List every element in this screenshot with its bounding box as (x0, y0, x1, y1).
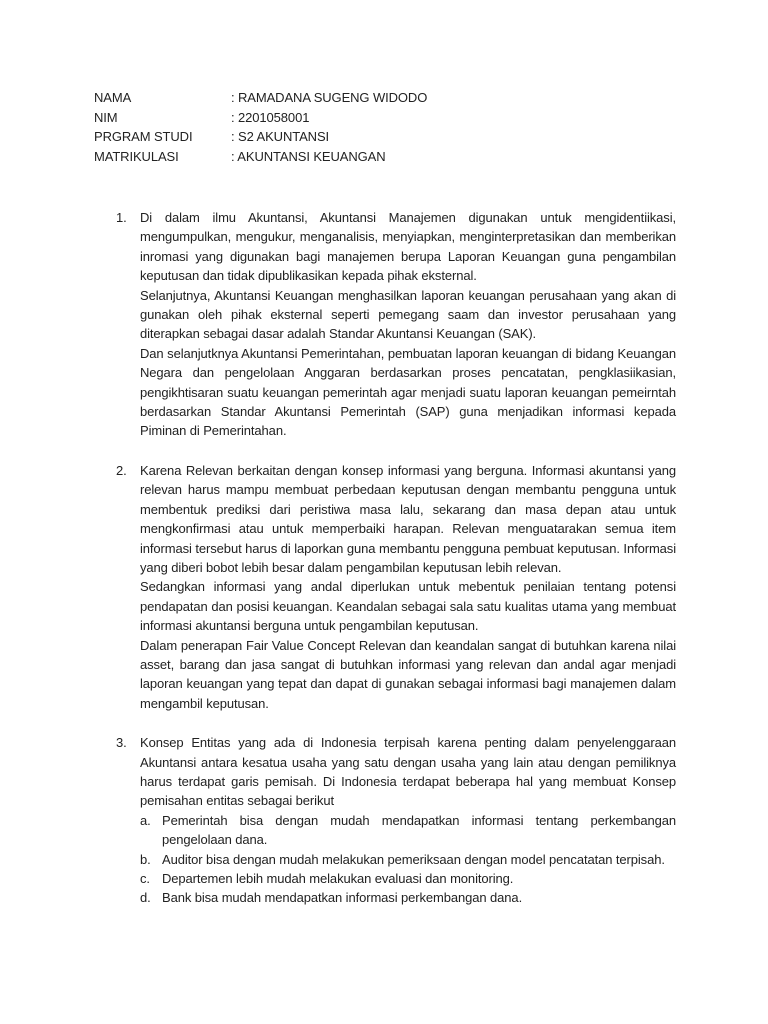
student-info-header (94, 88, 654, 166)
matriculation-label: MATRIKULASI (94, 148, 179, 164)
header-row-nim (94, 108, 654, 128)
sub-list-item (140, 869, 676, 888)
sub-item-text: Bank bisa mudah mendapatkan informasi perkembangan dana. (162, 890, 523, 906)
nim-value: : 2201058001 (231, 109, 310, 125)
header-row-name (94, 88, 654, 108)
sub-item-text: Departemen lebih mudah melakukan evaluasi dan monitoring. (162, 871, 514, 886)
program-value: : S2 AKUNTANSI (231, 129, 330, 144)
sub-list-item (140, 888, 676, 907)
item-paragraph: Selanjutnya, Akuntansi Keuangan menghasilkan laporan keuangan perusahaan yang akan di gunakan oleh pihak eksternal seperti pemegang saam dan investor perusahaan yang diterapkan sebagai dasar adalah Standar Akuntansi Keuangan (SAK). (140, 287, 676, 342)
name-value: : RAMADANA SUGENG WIDODO (231, 90, 428, 105)
answer-item-3 (116, 733, 676, 908)
program-label: PRGRAM STUDI (94, 129, 193, 144)
item-number: 1. (116, 210, 127, 225)
answer-item-2 (116, 461, 676, 713)
answer-list (116, 208, 676, 908)
sub-item-letter: a. (140, 812, 151, 828)
sub-item-text: Auditor bisa dengan mudah melakukan pemeriksaan dengan model pencatatan terpisah. (162, 851, 665, 867)
sub-list-item (140, 850, 676, 869)
item-paragraph: Dan selanjutknya Akuntansi Pemerintahan, pembuatan laporan keuangan di bidang Keuangan Negara dan pengelolaan Anggaran berdasarkan proses pencatatan, pengklasiikasian, pengikhtisaran suatu keuangan pemerintah agar menjadi suatu laporan keuangan pemeirntah berdasarkan Standar Akuntansi Pemerintah (SAP) guna menjadikan informasi kepada Piminan di Pemerintahan. (140, 345, 676, 439)
answer-item-1 (116, 208, 676, 441)
sub-item-letter: b. (140, 851, 151, 867)
name-label: NAMA (94, 90, 132, 105)
item-paragraph: Konsep Entitas yang ada di Indonesia terpisah karena penting dalam penyelenggaraan Akuntansi antara kesatua usaha yang satu dengan usaha yang lain atau dengan pemiliknya harus terdapat garis pemisah. Di Indonesia terdapat beberapa hal yang membuat Konsep pemisahan entitas sebagai berikut (140, 735, 676, 809)
item-paragraph: Karena Relevan berkaitan dengan konsep informasi yang berguna. Informasi akuntansi yang relevan harus mampu membuat perbedaan keputusan dengan membantu pengguna untuk membentuk prediksi dari peristiwa masa lalu, sekarang dan masa depan atau untuk mengkonfirmasi atau untuk memperbaiki harapan. Relevan menguatarakan semua item informasi tersebut harus di laporkan guna membantu pengguna pembuat keputusan. Informasi yang diberi bobot lebih besar dalam pengambilan keputusan lebih relevan. (140, 462, 676, 575)
item-paragraph: Di dalam ilmu Akuntansi, Akuntansi Manajemen digunakan untuk mengidentiikasi, mengumpulkan, mengukur, menganalisis, menyiapkan, menginterpretasikan dan memberikan inromasi yang digunakan bagi manajemen berupa Laporan Keuangan guna pengambilan keputusan dan tidak dipublikasikan kepada pihak eksternal. (140, 210, 676, 284)
item-number: 3. (116, 735, 127, 751)
sub-list (140, 811, 676, 908)
item-paragraph: Dalam penerapan Fair Value Concept Relevan dan keandalan sangat di butuhkan karena nilai asset, barang dan jasa sangat di butuhkan informasi yang relevan dan andal agar menjadi laporan keuangan yang tepat dan dapat di gunakan sebagai informasi bagi manajemen dalam mengambil keputusan. (140, 637, 676, 711)
matriculation-value: : AKUNTANSI KEUANGAN (231, 148, 386, 164)
item-number: 2. (116, 462, 127, 478)
item-paragraph: Sedangkan informasi yang andal diperlukan untuk mebentuk penilaian tentang potensi pendapatan dan posisi keuangan. Keandalan sebagai sala satu kualitas utama yang membuat informasi akuntansi berguna untuk pengambilan keputusan. (140, 579, 676, 634)
sub-item-letter: d. (140, 890, 151, 906)
sub-item-text: Pemerintah bisa dengan mudah mendapatkan informasi tentang perkembangan pengelolaan dana. (162, 812, 676, 848)
sub-item-letter: c. (140, 871, 150, 886)
header-row-program (94, 127, 654, 147)
nim-label: NIM (94, 109, 118, 125)
header-row-matriculation (94, 147, 654, 167)
sub-list-item (140, 811, 676, 850)
